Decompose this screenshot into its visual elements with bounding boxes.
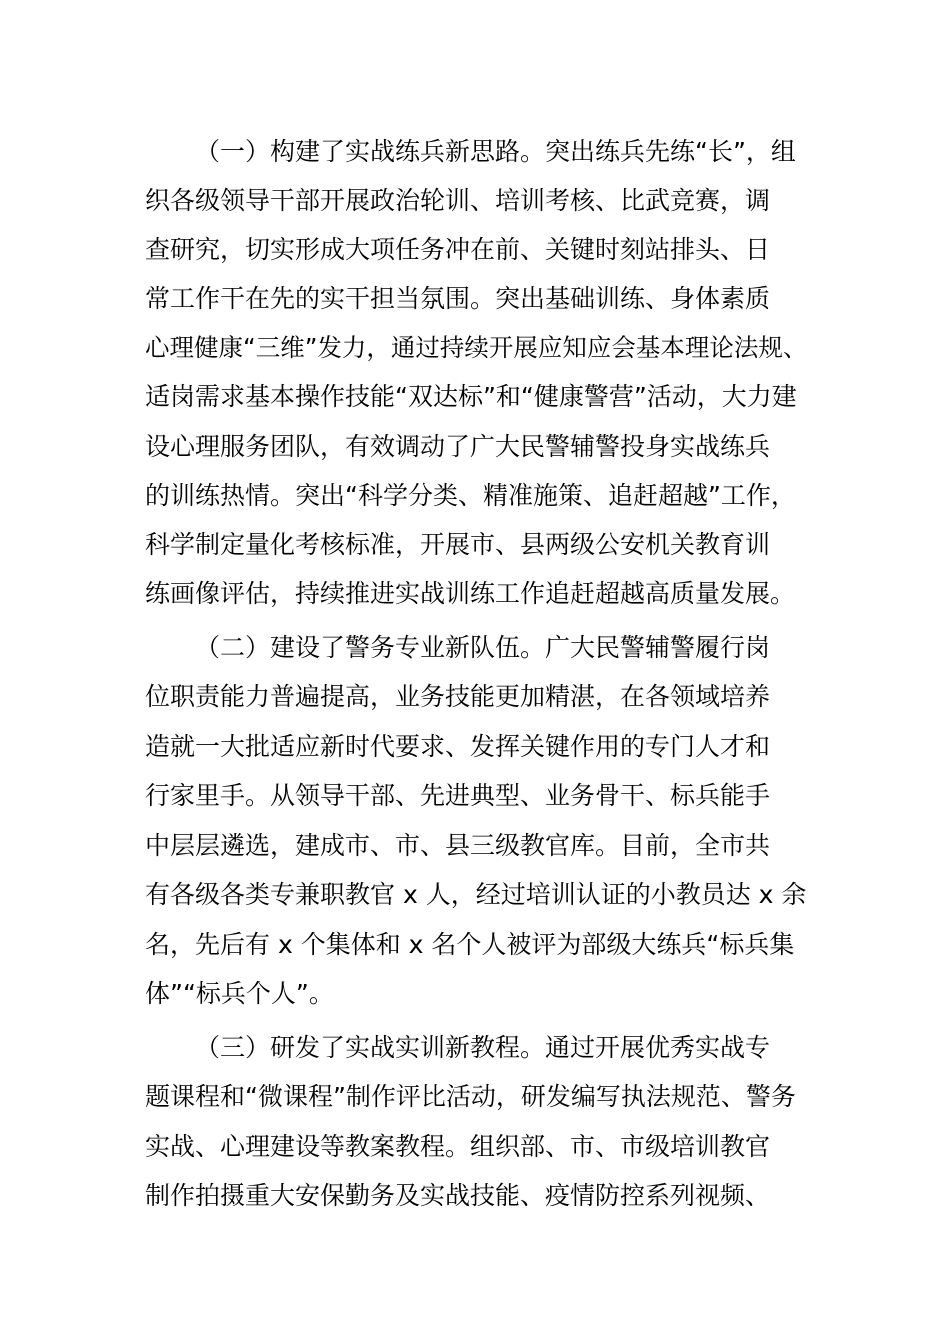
paragraph-1-line-4: 常工作干在先的实干担当氛围。突出基础训练、身体素质 — [145, 284, 771, 313]
paragraph-1-line-10: 练画像评估，持续推进实战训练工作追赶超越高质量发展。 — [145, 579, 796, 608]
paragraph-1-line-2: 织各级领导干部开展政治轮训、培训考核、比武竞赛，调 — [145, 186, 771, 215]
paragraph-1-line-7: 设心理服务团队，有效调动了广大民警辅警投身实战练兵 — [145, 432, 771, 461]
paragraph-1-line-1: （一）构建了实战练兵新思路。突出练兵先练“长”，组 — [195, 137, 796, 166]
paragraph-3-line-1: （三）研发了实战实训新教程。通过开展优秀实战专 — [195, 1033, 771, 1062]
paragraph-2-line-4: 行家里手。从领导干部、先进典型、业务骨干、标兵能手 — [145, 781, 771, 810]
paragraph-3-line-4: 制作拍摄重大安保勤务及实战技能、疫情防控系列视频、 — [145, 1181, 771, 1210]
paragraph-2-line-7: 名，先后有 x 个集体和 x 名个人被评为部级大练兵“标兵集 — [145, 930, 795, 959]
paragraph-2-line-8: 体”“标兵个人”。 — [145, 979, 334, 1008]
paragraph-3-line-3: 实战、心理建设等教案教程。组织部、市、市级培训教官 — [145, 1132, 771, 1161]
paragraph-3-line-2: 题课程和“微课程”制作评比活动，研发编写执法规范、警务 — [145, 1082, 796, 1111]
paragraph-1-line-5: 心理健康“三维”发力，通过持续开展应知应会基本理论法规、 — [145, 333, 808, 362]
paragraph-2-line-5: 中层层遴选，建成市、市、县三级教官库。目前，全市共 — [145, 831, 771, 860]
paragraph-2-line-1: （二）建设了警务专业新队伍。广大民警辅警履行岗 — [195, 633, 771, 662]
paragraph-2-line-6: 有各级各类专兼职教官 x 人，经过培训认证的小教员达 x 余 — [145, 880, 807, 909]
paragraph-1-line-8: 的训练热情。突出“科学分类、精准施策、追赶超越”工作， — [145, 481, 796, 510]
paragraph-1-line-6: 适岗需求基本操作技能“双达标”和“健康警营”活动，大力建 — [145, 382, 797, 411]
paragraph-2-line-3: 造就一大批适应新时代要求、发挥关键作用的专门人才和 — [145, 732, 771, 761]
paragraph-1-line-9: 科学制定量化考核标准，开展市、县两级公安机关教育训 — [145, 530, 771, 559]
paragraph-2-line-2: 位职责能力普遍提高，业务技能更加精湛，在各领域培养 — [145, 682, 771, 711]
paragraph-1-line-3: 查研究，切实形成大项任务冲在前、关键时刻站排头、日 — [145, 235, 771, 264]
